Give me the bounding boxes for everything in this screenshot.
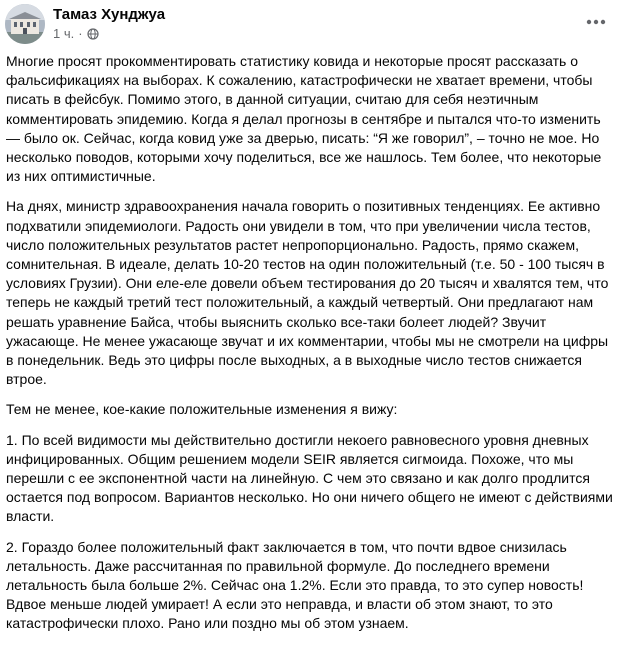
meta-separator: · [78,26,83,41]
post-header [0,0,620,48]
avatar[interactable] [5,4,45,44]
post-paragraph-4: 1. По всей видимости мы действительно достигли некоего равновесного уровня дневных инфицированных. Общим решением модели SEIR является сигмоида. Похоже, что мы перешли с ее экспонентной части на линейную. С чем это связано и как долго продлится остается под вопросом. Вариантов несколько. Но они ничего общего не имеют с действиями власти. [6,431,613,525]
post-paragraph-5: 2. Гораздо более положительный факт заключается в том, что почти вдвое снизилась летальность. Даже рассчитанная по правильной формуле. До последнего времени летальность была больше 2%. Сейчас она 1.2%. Если это правда, то это супер новость! Вдвое меньше людей умирает! А если это неправда, и власти об этом знают, то это катастрофически плохо. Рано или поздно мы об этом узнаем. [6,538,584,632]
post-paragraph-2: На днях, министр здравоохранения начала говорить о позитивных тенденциях. Ее активно подхватили эпидемиологи. Радость они увидели в том, что при увеличении числа тестов, число положительных результатов растет непропорционально. Радость, прямо скажем, сомнительная. В идеале, делать 10-20 тестов на один положительный (т.е. 50 - 100 тысяч в условиях Грузии). Они еле-еле довели объем тестирования до 20 тысяч и хвалятся тем, что теперь не каждый третий тест положительный, а каждый четвертый. Они предлагают нам решать уравнение Байса, чтобы выяснить сколько все-таки болеет людей? Звучит ужасающе. Не менее ужасающе звучат и их комментарии, чтобы мы не смотрели на цифры в понедельник. Ведь это цифры после выходных, а в выходные число тестов снижается втрое. [6,198,609,388]
profile-photo-building [5,4,45,44]
post-timestamp[interactable]: 1 ч. [53,26,75,41]
author-name[interactable]: Тамаз Хунджуа [53,6,166,23]
post-meta [53,26,99,41]
post-paragraph-3: Тем не менее, кое-какие положительные изменения я вижу: [6,401,398,418]
more-options-button[interactable] [582,8,610,36]
globe-icon[interactable] [87,28,99,40]
post-text [6,52,614,645]
post-paragraph-1: Многие просят прокомментировать статистику ковида и некоторые просят рассказать о фальсификациях на выборах. К сожалению, катастрофически не хватает времени, чтобы писать в фейсбук. Помимо этого, в данной ситуации, считаю для себя неэтичным комментировать эпидемию. Когда я делал прогнозы в сентябре и пытался что-то изменить — было ок. Сейчас, когда ковид уже за дверью, писать: “Я же говорил”, – точно не мое. Но несколько поводов, которыми хочу поделиться, все же нашлось. Тем более, что некоторые из них оптимистичные. [6,53,602,185]
more-horizontal-icon [586,19,606,25]
